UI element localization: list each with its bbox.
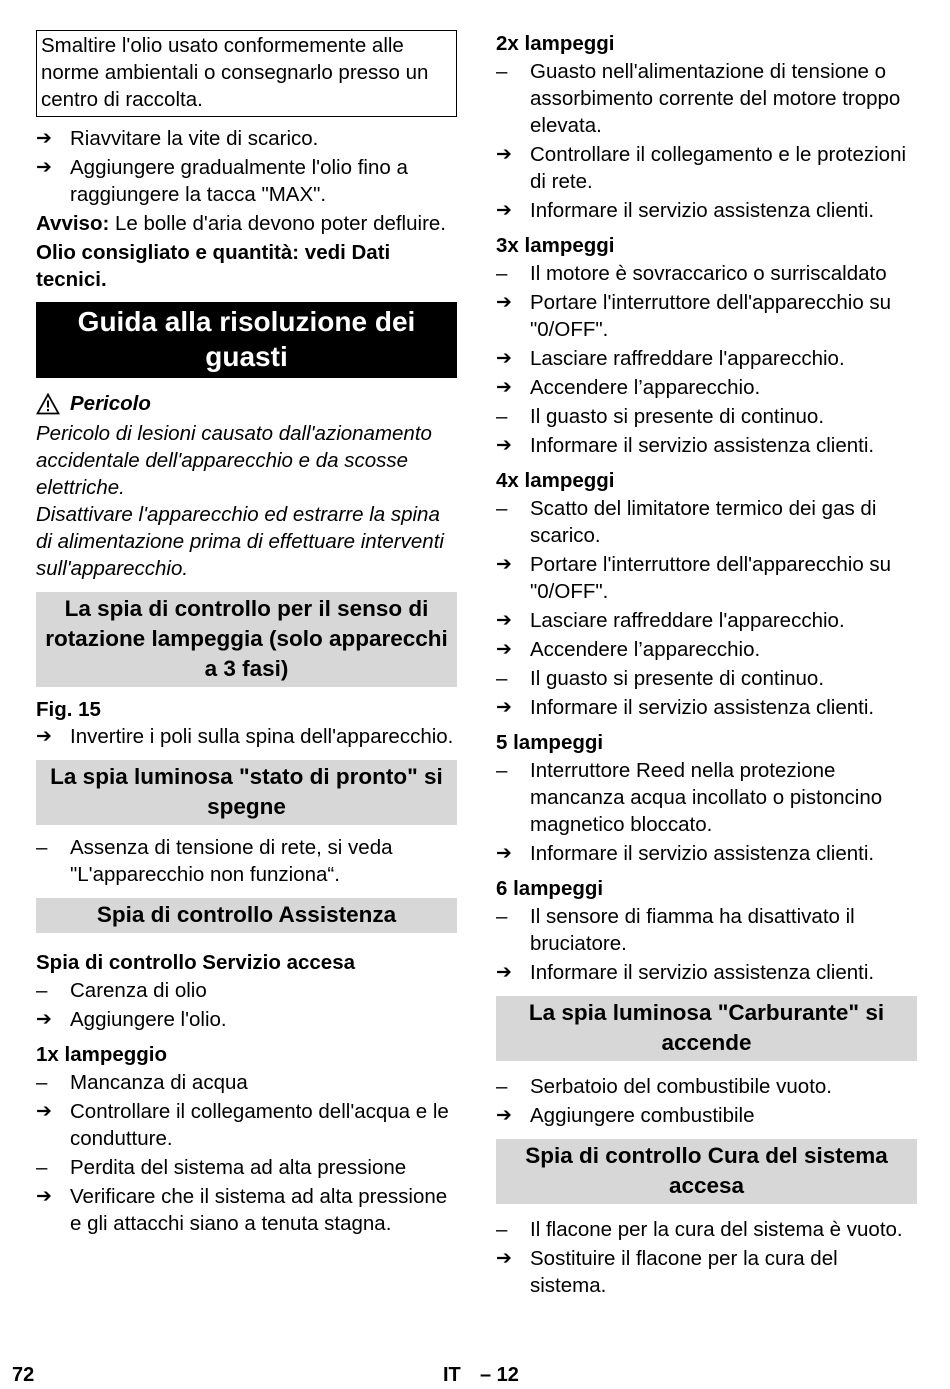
page-title: Guida alla risoluzione dei guasti	[36, 302, 457, 378]
notice-label: Avviso:	[36, 212, 110, 235]
step-list	[36, 723, 457, 750]
dash-bullet-icon: –	[36, 1071, 48, 1094]
instruction-item	[496, 141, 917, 195]
item-text: Aggiungere l'olio.	[70, 1008, 227, 1031]
cause-item	[496, 665, 917, 692]
arrow-right-icon: ➔	[496, 348, 512, 369]
item-text: Assenza di tensione di rete, si veda "L'apparecchio non funziona“.	[70, 836, 393, 886]
arrow-right-icon: ➔	[496, 610, 512, 631]
section-heading: La spia luminosa "Carburante" si accende	[496, 996, 917, 1061]
danger-label: Pericolo	[70, 392, 151, 415]
step-list	[496, 1216, 917, 1299]
arrow-right-icon: ➔	[496, 1105, 512, 1126]
arrow-right-icon: ➔	[36, 1101, 52, 1122]
arrow-right-icon: ➔	[36, 157, 52, 178]
dash-bullet-icon: –	[496, 759, 508, 782]
instruction-item	[496, 840, 917, 867]
dash-bullet-icon: –	[496, 1075, 508, 1098]
item-text: Mancanza di acqua	[70, 1071, 248, 1094]
arrow-right-icon: ➔	[496, 1248, 512, 1269]
subsection-heading: 1x lampeggio	[36, 1043, 168, 1066]
cause-item	[496, 403, 917, 430]
section-heading: Spia di controllo Cura del sistema accesa	[496, 1139, 917, 1204]
instruction-item	[496, 694, 917, 721]
cause-item	[496, 903, 917, 957]
item-text: Guasto nell'alimentazione di tensione o assorbimento corrente del motore troppo elevata.	[530, 60, 901, 137]
item-text: Portare l'interruttore dell'apparecchio su "0/OFF".	[530, 291, 892, 341]
instruction-item	[496, 551, 917, 605]
subsection-heading: 2x lampeggi	[496, 32, 615, 55]
item-text: Scatto del limitatore termico dei gas di scarico.	[530, 497, 877, 547]
dash-bullet-icon: –	[36, 979, 48, 1002]
cause-item	[36, 1154, 457, 1181]
instruction-item	[36, 125, 457, 152]
subsection-heading: 5 lampeggi	[496, 731, 604, 754]
arrow-right-icon: ➔	[496, 962, 512, 983]
subsection-heading: 4x lampeggi	[496, 469, 615, 492]
item-text: Aggiungere gradualmente l'olio fino a raggiungere la tacca "MAX".	[70, 156, 408, 206]
cause-item	[496, 1216, 917, 1243]
dash-bullet-icon: –	[496, 497, 508, 520]
instruction-item	[496, 374, 917, 401]
instruction-item	[496, 607, 917, 634]
instruction-item	[496, 636, 917, 663]
left-column	[36, 30, 457, 1239]
instruction-item	[496, 1245, 917, 1299]
item-text: Accendere l’apparecchio.	[530, 376, 761, 399]
instruction-item	[36, 154, 457, 208]
subsection-heading: 6 lampeggi	[496, 877, 604, 900]
instruction-item	[496, 345, 917, 372]
item-text: Sostituire il flacone per la cura del sistema.	[530, 1247, 838, 1297]
arrow-right-icon: ➔	[496, 843, 512, 864]
disposal-note-text: Smaltire l'olio usato conformemente alle norme ambientali o consegnarlo presso un centro di raccolta.	[41, 34, 429, 111]
item-text: Il motore è sovraccarico o surriscaldato	[530, 262, 887, 285]
right-column	[496, 30, 917, 1301]
item-text: Portare l'interruttore dell'apparecchio su "0/OFF".	[530, 553, 892, 603]
arrow-right-icon: ➔	[496, 435, 512, 456]
cause-item	[36, 977, 457, 1004]
item-text: Perdita del sistema ad alta pressione	[70, 1156, 407, 1179]
figure-reference: Fig. 15	[36, 698, 101, 721]
step-list	[496, 260, 917, 459]
arrow-right-icon: ➔	[496, 377, 512, 398]
section-page-number: – 12	[480, 1364, 519, 1386]
subsection-heading: 3x lampeggi	[496, 234, 615, 257]
arrow-right-icon: ➔	[496, 554, 512, 575]
item-text: Riavvitare la vite di scarico.	[70, 127, 319, 150]
cause-item	[496, 757, 917, 838]
item-text: Il guasto si presente di continuo.	[530, 405, 825, 428]
danger-heading	[36, 390, 457, 417]
step-list	[36, 834, 457, 888]
disposal-note-box	[36, 30, 457, 117]
item-text: Accendere l’apparecchio.	[530, 638, 761, 661]
item-text: Informare il servizio assistenza clienti.	[530, 199, 875, 222]
instruction-item	[496, 289, 917, 343]
item-text: Il guasto si presente di continuo.	[530, 667, 825, 690]
instruction-item	[496, 197, 917, 224]
instruction-item	[36, 1006, 457, 1033]
item-text: Verificare che il sistema ad alta pressione e gli attacchi siano a tenuta stagna.	[70, 1185, 448, 1235]
cause-item	[496, 495, 917, 549]
danger-text-1: Pericolo di lesioni causato dall'azionamento accidentale dell'apparecchio e da scosse elettriche.	[36, 422, 432, 499]
cause-item	[496, 58, 917, 139]
step-list	[36, 977, 457, 1033]
subsection-heading: Spia di controllo Servizio accesa	[36, 951, 356, 974]
cause-item	[496, 1073, 917, 1100]
item-text: Informare il servizio assistenza clienti.	[530, 961, 875, 984]
section-heading: La spia luminosa "stato di pronto" si spegne	[36, 760, 457, 825]
instruction-item	[36, 723, 457, 750]
dash-bullet-icon: –	[496, 60, 508, 83]
step-list	[36, 1069, 457, 1237]
dash-bullet-icon: –	[36, 1156, 48, 1179]
arrow-right-icon: ➔	[496, 292, 512, 313]
dash-bullet-icon: –	[496, 1218, 508, 1241]
instruction-item	[496, 959, 917, 986]
arrow-right-icon: ➔	[496, 200, 512, 221]
item-text: Invertire i poli sulla spina dell'apparecchio.	[70, 725, 454, 748]
language-code: IT	[443, 1364, 461, 1386]
section-heading: La spia di controllo per il senso di rotazione lampeggia (solo apparecchi a 3 fasi)	[36, 592, 457, 687]
dash-bullet-icon: –	[496, 405, 508, 428]
item-text: Carenza di olio	[70, 979, 207, 1002]
cause-item	[36, 1069, 457, 1096]
arrow-right-icon: ➔	[36, 726, 52, 747]
item-text: Il sensore di fiamma ha disattivato il bruciatore.	[530, 905, 855, 955]
dash-bullet-icon: –	[36, 836, 48, 859]
warning-triangle-icon	[36, 393, 60, 415]
step-list	[496, 1073, 917, 1129]
cause-item	[36, 834, 457, 888]
oil-recommendation: Olio consigliato e quantità: vedi Dati tecnici.	[36, 241, 391, 291]
arrow-right-icon: ➔	[36, 1186, 52, 1207]
step-list	[496, 903, 917, 986]
dash-bullet-icon: –	[496, 262, 508, 285]
arrow-right-icon: ➔	[496, 639, 512, 660]
step-list	[496, 757, 917, 867]
section-heading: Spia di controllo Assistenza	[36, 898, 457, 933]
page-number: 72	[12, 1364, 35, 1386]
step-list	[496, 58, 917, 224]
item-text: Interruttore Reed nella protezione mancanza acqua incollato o pistoncino magnetico bloccato.	[530, 759, 883, 836]
item-text: Il flacone per la cura del sistema è vuoto.	[530, 1218, 903, 1241]
instruction-item	[36, 1183, 457, 1237]
dash-bullet-icon: –	[496, 905, 508, 928]
item-text: Informare il servizio assistenza clienti.	[530, 434, 875, 457]
item-text: Lasciare raffreddare l'apparecchio.	[530, 609, 845, 632]
instruction-item	[496, 1102, 917, 1129]
item-text: Controllare il collegamento dell'acqua e le condutture.	[70, 1100, 449, 1150]
item-text: Informare il servizio assistenza clienti.	[530, 842, 875, 865]
item-text: Lasciare raffreddare l'apparecchio.	[530, 347, 845, 370]
step-list	[36, 125, 457, 208]
arrow-right-icon: ➔	[36, 128, 52, 149]
notice-text: Le bolle d'aria devono poter defluire.	[109, 212, 446, 235]
danger-text-2: Disattivare l'apparecchio ed estrarre la spina di alimentazione prima di effettuare interventi sull'apparecchio.	[36, 503, 444, 580]
step-list	[496, 495, 917, 721]
item-text: Controllare il collegamento e le protezioni di rete.	[530, 143, 907, 193]
item-text: Serbatoio del combustibile vuoto.	[530, 1075, 832, 1098]
arrow-right-icon: ➔	[496, 697, 512, 718]
notice-paragraph	[36, 210, 457, 237]
instruction-item	[36, 1098, 457, 1152]
item-text: Aggiungere combustibile	[530, 1104, 755, 1127]
arrow-right-icon: ➔	[496, 144, 512, 165]
instruction-item	[496, 432, 917, 459]
item-text: Informare il servizio assistenza clienti.	[530, 696, 875, 719]
arrow-right-icon: ➔	[36, 1009, 52, 1030]
dash-bullet-icon: –	[496, 667, 508, 690]
cause-item	[496, 260, 917, 287]
